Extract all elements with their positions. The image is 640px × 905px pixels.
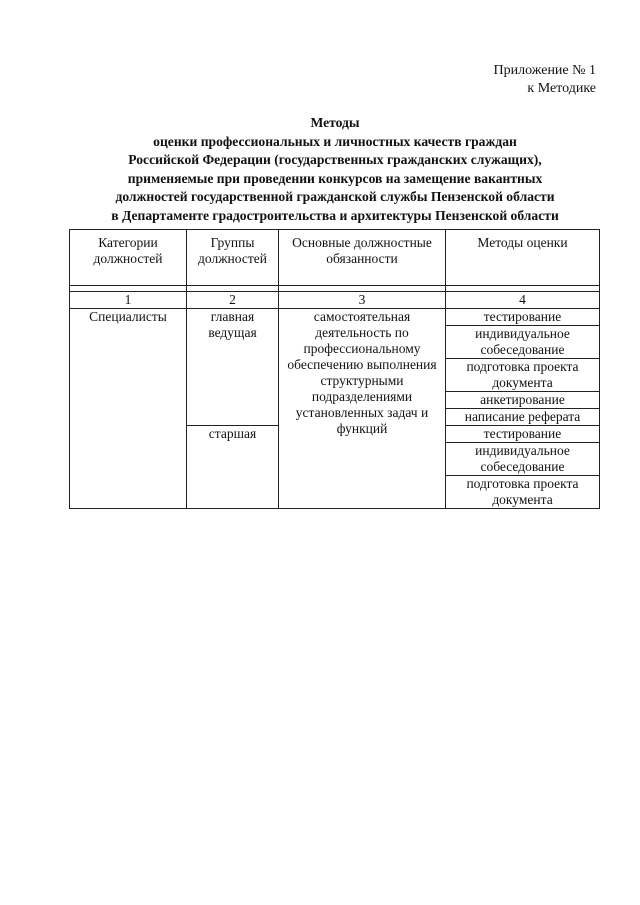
group-cell: старшая — [187, 426, 279, 509]
title-line: должностей государственной гражданской службы Пензенской области — [115, 189, 555, 205]
method-cell: анкетирование — [446, 392, 600, 409]
column-number: 3 — [279, 292, 446, 309]
column-number-row — [70, 292, 600, 309]
title-line: оценки профессиональных и личностных качеств граждан — [153, 133, 517, 149]
table-header-row — [70, 230, 600, 286]
table-row — [70, 309, 600, 326]
title-line: Методы — [310, 115, 360, 130]
method-cell: написание реферата — [446, 409, 600, 426]
method-cell: подготовка проекта документа — [446, 476, 600, 509]
method-cell: подготовка проекта документа — [446, 359, 600, 392]
appendix-line-2: к Методике — [527, 81, 596, 96]
method-cell: индивидуальное собеседование — [446, 326, 600, 359]
category-cell: Специалисты — [70, 309, 187, 509]
method-cell: тестирование — [446, 426, 600, 443]
column-number: 2 — [187, 292, 279, 309]
title-line: применяемые при проведении конкурсов на замещение вакантных — [127, 170, 543, 186]
header-duties: Основные должностные обязанности — [279, 230, 446, 286]
title-line: в Департаменте градостроительства и архитектуры Пензенской области — [111, 207, 559, 223]
header-methods: Методы оценки — [446, 230, 600, 286]
column-number: 1 — [70, 292, 187, 309]
header-categories: Категории должностей — [70, 230, 187, 286]
method-cell: тестирование — [446, 309, 600, 326]
title-line: Российской Федерации (государственных гражданских служащих), — [128, 152, 542, 168]
appendix-reference — [494, 62, 597, 98]
method-cell: индивидуальное собеседование — [446, 443, 600, 476]
header-groups: Группы должностей — [187, 230, 279, 286]
methods-table — [69, 229, 600, 509]
appendix-line-1: Приложение № 1 — [493, 63, 596, 78]
group-cell: главная ведущая — [187, 309, 279, 426]
document-title — [60, 114, 610, 226]
duties-cell: самостоятельная деятельность по профессиональному обеспечению выполнения структурными подразделениями установленных задач и функций — [279, 309, 446, 509]
column-number: 4 — [446, 292, 600, 309]
